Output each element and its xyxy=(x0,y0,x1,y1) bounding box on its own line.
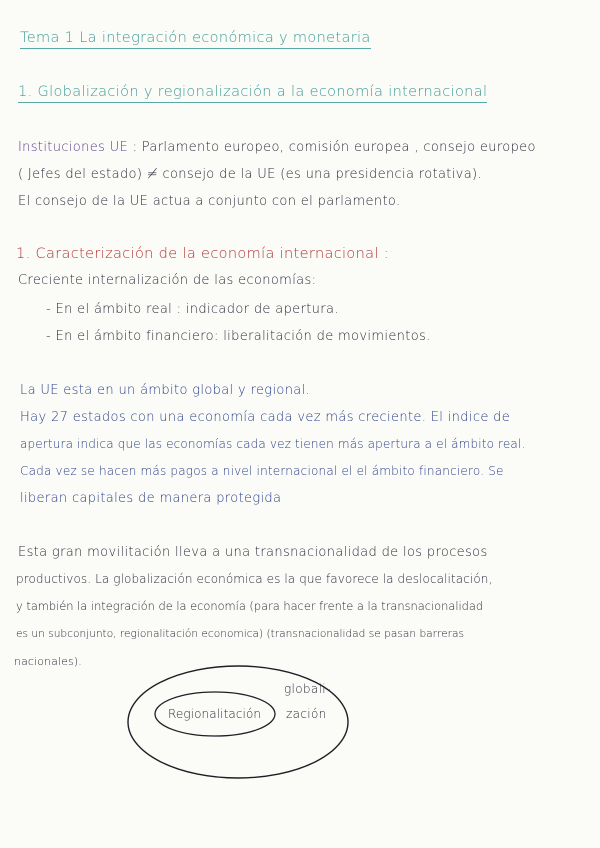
paragraph1-line-2: Hay 27 estados con una economía cada vez más creciente. El indice de xyxy=(20,410,511,425)
paragraph1-line-3: apertura indica que las economías cada vez tienen más apertura a el ámbito real. xyxy=(20,437,526,451)
paragraph2-line-2: productivos. La globalización económica es la que favorece la deslocalitación, xyxy=(16,572,493,586)
consejo-line: El consejo de la UE actua a conjunto con el parlamento. xyxy=(18,194,401,209)
title-text: Tema 1 La integración económica y monetaria xyxy=(20,30,371,49)
paragraph1-line-1: La UE esta en un ámbito global y regional. xyxy=(20,383,311,398)
paragraph1-line-4: Cada vez se hacen más pagos a nivel internacional el el ámbito financiero. Se xyxy=(20,464,504,478)
bullet-financiero: - En el ámbito financiero: liberalitación de movimientos. xyxy=(46,329,431,344)
section1-heading-text: 1. Globalización y regionalización a la economía internacional xyxy=(18,84,487,103)
bullet-real: - En el ámbito real : indicador de apertura. xyxy=(46,302,339,317)
paragraph2-line-3: y también la integración de la economía (para hacer frente a la transnacionalidad xyxy=(16,599,484,613)
paragraph1-line-5: liberan capitales de manera protegida xyxy=(20,491,282,506)
section2-heading: 1. Caracterización de la economía internacional : xyxy=(16,246,389,262)
outer-ellipse-label-1: globali- xyxy=(284,682,331,696)
inner-ellipse-label: Regionalitación xyxy=(168,707,262,721)
instituciones-line-2: ( Jefes del estado) ≠ consejo de la UE (es una presidencia rotativa). xyxy=(18,167,482,182)
instituciones-text: : Parlamento europeo, comisión europea , consejo europeo xyxy=(132,140,536,155)
paragraph2-line-4: es un subconjunto, regionalitación economica) (transnacionalidad se pasan barreras xyxy=(16,628,465,640)
section2-intro: Creciente internalización de las economías: xyxy=(18,273,317,288)
outer-ellipse-label-2: zación xyxy=(286,707,327,721)
instituciones-label: Instituciones UE xyxy=(18,140,129,155)
paragraph2-line-5: nacionales). xyxy=(14,655,82,668)
paragraph2-line-1: Esta gran movilitación lleva a una transnacionalidad de los procesos xyxy=(18,545,488,560)
